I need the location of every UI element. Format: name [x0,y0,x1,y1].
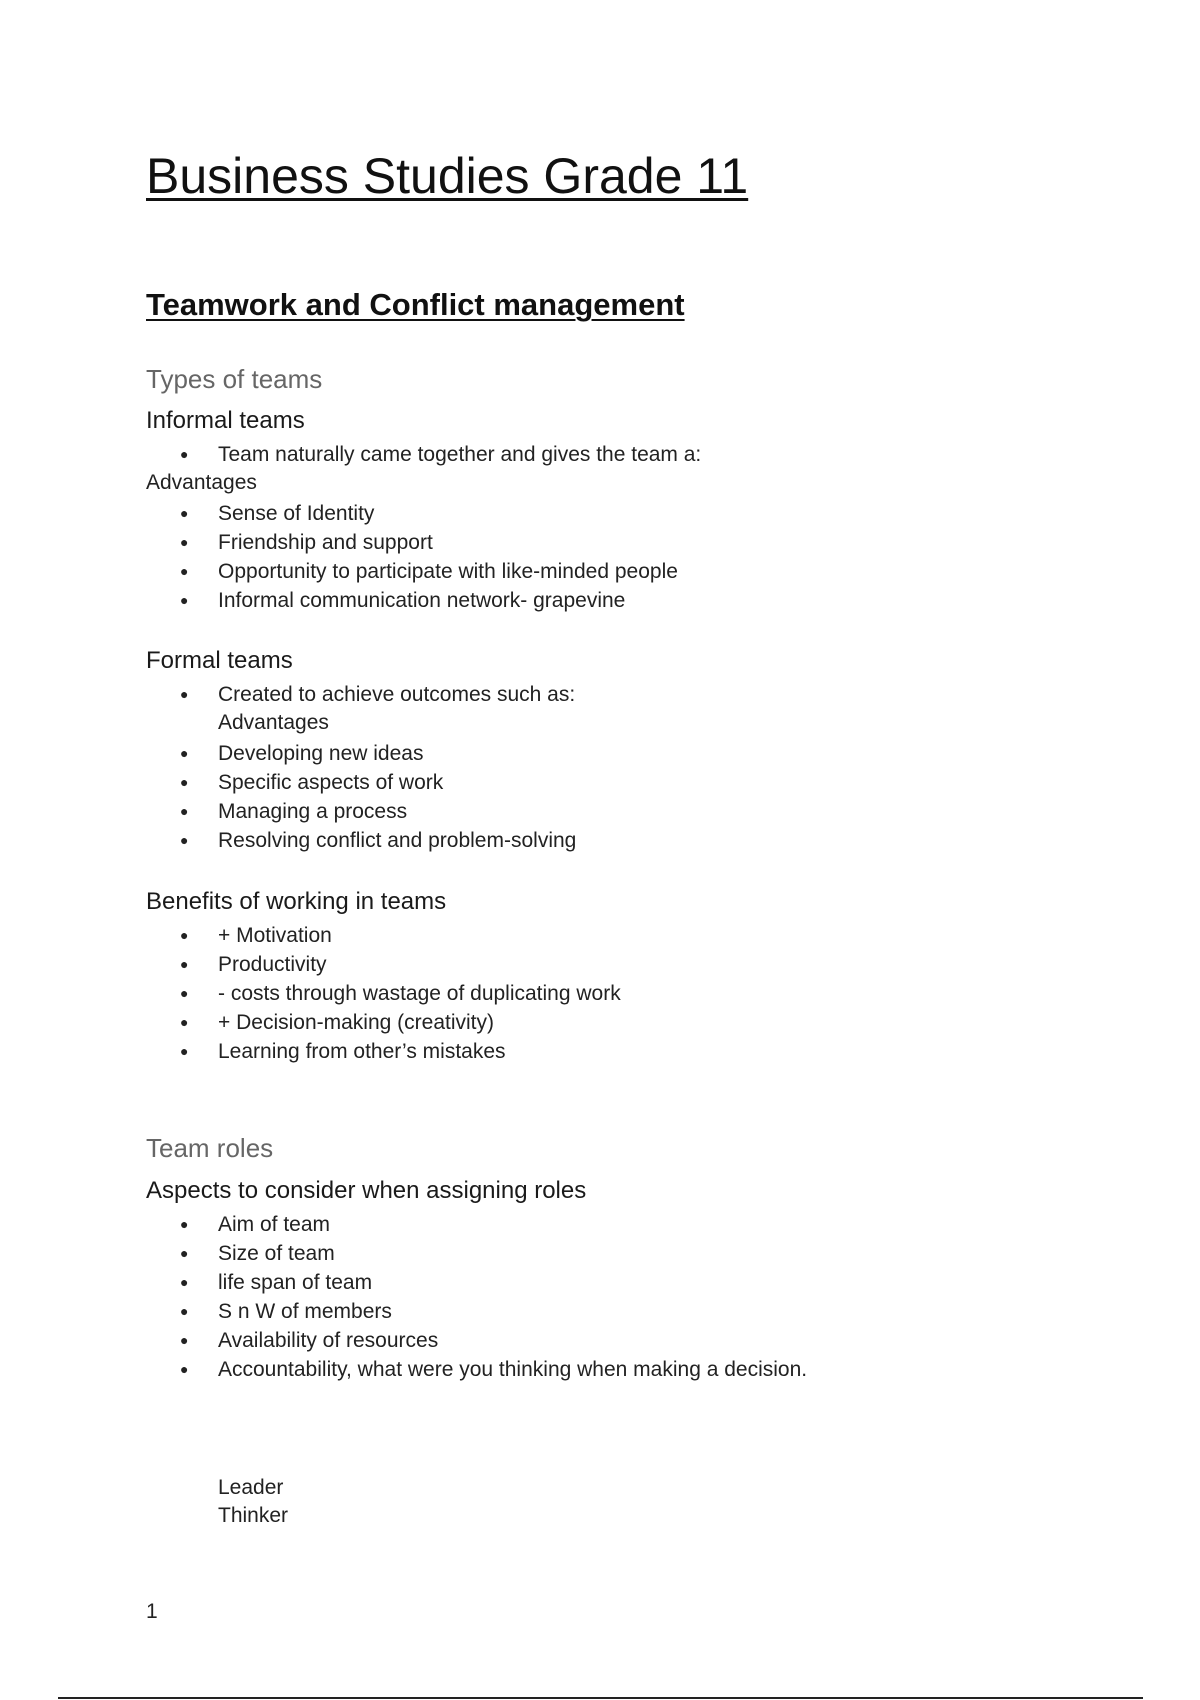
bullet-icon: ● [180,956,189,972]
bullet-icon: ● [180,534,189,550]
page-number: 1 [146,1600,158,1623]
bullet-icon: ● [180,1014,189,1030]
bullet-icon: ● [180,803,189,819]
bullet-icon: ● [180,774,189,790]
bullet-icon: ● [180,505,189,521]
footer-divider [58,1697,1143,1699]
informal-teams-heading: Informal teams [146,407,305,434]
informal-advantages-label: Advantages [146,471,257,494]
bullet-icon: ● [180,985,189,1001]
bullet-icon: ● [180,1332,189,1348]
bullet-icon: ● [180,1216,189,1232]
bullet-icon: ● [180,1245,189,1261]
bullet-icon: ● [180,832,189,848]
bullet-icon: ● [180,1361,189,1377]
formal-advantages-label: Advantages [218,711,329,734]
formal-teams-heading: Formal teams [146,647,293,674]
bullet-icon: ● [180,1303,189,1319]
document-title: Business Studies Grade 11 [146,148,749,204]
team-roles-heading: Team roles [146,1133,274,1163]
bullet-icon: ● [180,592,189,608]
bullet-icon: ● [180,1274,189,1290]
role-leader: Leader [218,1476,284,1499]
role-thinker: Thinker [218,1504,289,1527]
section-title: Teamwork and Conflict management [146,287,685,322]
types-of-teams-heading: Types of teams [146,364,323,394]
bullet-icon: ● [180,745,189,761]
bullet-icon: ● [180,1043,189,1059]
aspects-heading: Aspects to consider when assigning roles [146,1177,587,1204]
document-page: Business Studies Grade 11 Teamwork and Conflict management Types of teams Informal teams ● Team naturally came together and gives the team a: Advantages ● Sense of Identity ● Friendship and support ● Opportunity to participate with like-minded people ● Informal communication network- grapevine Formal teams ● Created to achieve outcomes such as: Advantages ● Developing new ideas ● Specific aspects of work ● Managing a process ● Resolving conflict and problem-solving Benefits of working in teams ● + Motivation ● Productivity ● - costs through wastage of duplicating work ● + Decision-making (creativity) ● Learning from other’s mistakes Team roles Aspects to consider when assigning roles ● Aim of team ● Size of team ● life span of team ● S n W of members ● Availability of resources ● Accountability, what were you thinking when making a decision. Leader Thinker 1 [0,0,1200,1700]
bullet-icon: ● [180,686,189,702]
bullet-icon: ● [180,563,189,579]
bullet-icon: ● [180,446,189,462]
bullet-icon: ● [180,927,189,943]
benefits-heading: Benefits of working in teams [146,888,447,915]
